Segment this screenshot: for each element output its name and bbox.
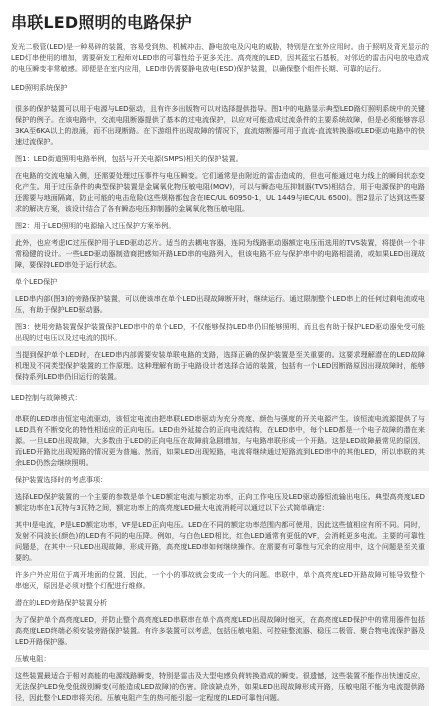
paragraph: 这些装置最适合于相对高能的电源线路瞬变，特别是雷击及大型电感负荷转换造成的瞬变。很遗憾，这些装置不能作出快速反应，无法保护LED免受低级别瞬变(可能造成LED故障)的伤害。除该缺点外，如果LED出现故障形成开路，压敏电阻不能为电流提供路径，因此整个LED串将关闭。压敏电阻产生的热可能引起一定程度的LED可靠性问题。 [15, 671, 425, 702]
text-band [11, 611, 429, 650]
subheading-text: 单个LED保护 [15, 277, 58, 286]
figure-caption [11, 150, 429, 167]
subheading [11, 273, 429, 290]
text-band [11, 346, 429, 385]
caption-text: 图1：LED街道照明电路举例，包括与开关电源(SMPS)相关的保护装置。 [15, 154, 243, 163]
subheading [11, 594, 429, 611]
subheading [11, 471, 429, 488]
text-band [11, 667, 429, 706]
paragraph: 当提到保护单个LED时，在LED串内部需要安装单联电路的支路，选择正确的保护装置是至关重要的。这要求理解潜在的LED故障机理及不同类型保护装置的工作原理。这种理解有助于电路设计者选择合适的装置，包括有一个LED因断路原因出现故障时，能够保持系列LED串仍旧运行的装置。 [15, 350, 425, 381]
paragraph: 为了保护单个高亮度LED，并防止整个高亮度LED串联串在单个高亮度LED出现故障时熄灭，在高亮度LED保护中的常用器件包括高亮度LED终端必须安装旁路保护装置。有许多装置可以考虑，包括压敏电阻、可控硅整流器、稳压二极管、聚合物电流保护器及LED开路保护器。 [15, 615, 425, 646]
subheading-text: 潜在的LED旁路保护装置分析 [15, 598, 107, 607]
figure-caption [11, 217, 429, 234]
section-head-failure-modes: LED控制与故障模式： [11, 393, 82, 402]
subheading-text: 保护装置选择时的考虑事项： [15, 475, 108, 484]
subheading [11, 650, 429, 667]
paragraph: 许多户外应用位于离开地面的位置，因此，一个小的事故就会变成一个大的问题。串联中，单个高亮度LED开路故障可能导致整个串熄灭，原因是必须对整个灯配进行维修。 [15, 570, 425, 590]
document-title: 串联LED照明的电路保护 [11, 13, 192, 32]
text-band [11, 290, 429, 318]
section-head-protection: LED照明系统保护 [11, 83, 68, 92]
intro-paragraph: 发光二极管(LED)是一种易碎的装置，容易受到热、机械冲击、静电放电及闪电的威胁，特别是在室外应用时。由于照明及背光显示的LED灯串使用的增加，需要研发工程师对LED串的可靠性给予更多关注。高亮度的LED，因其蓝宝石基板，对邻近的雷击闪电放电造成的电压瞬变非常敏感。即便是在室内应用，LED串仍需要静电放电(ESD)保护装置，以确保整个组件长期、可靠的运行。 [11, 42, 429, 73]
figure-caption [11, 318, 429, 346]
text-band [11, 516, 429, 566]
paragraph: 很多的保护装置可以用于电源与LED驱动，且有许多出版物可以对选择提供指导。图1中的电路显示典型LED路灯照明系统中的关键保护的例子。在该电路中，交流电阻断器提供了基本的过电流保护，以应对可能造成过流条件的主要系统故障，但是必须能够容忍3KA至6KA以上的浪涌，而不出现断路。在下游组件出现故障的情况下，直流熔断器可用于直流-直流转换器或LED驱动电路中的快速过流保护。 [15, 104, 425, 146]
text-band [11, 410, 429, 471]
paragraph: 选择LED保护装置的一个主要的参数是单个LED额定电流与额定功率，正向工作电压及LED驱动器恒流输出电压。典型高亮度LED额定功率在1瓦特与3瓦特之间，额定功率上的高亮度LED最大电流消耗可以通过以下公式简单确定： [15, 492, 425, 512]
paragraph: 此外，也应考虑IC过压保护用于LED驱动芯片。适当的去耦电容器，连同为线路驱动器额定电压而选用的TVS装置，将提供一个非常稳健的设计。一些LED驱动器制造商把感知开路LED串的电路列入，但该电路不应与保护串中的电路相混淆，或如果LED出现故障，要保持LED串处于运行状态。 [15, 238, 425, 269]
paragraph: 其中I是电流，P是LED额定功率，VF是LED正向电压。LED在不同的额定功率范围内都可使用，因此这些值相应有所不同。同时，发射不同波长(颜色)的LED有不同的电压降。例如，与白色LED相比，红色LED通常有更低的VF，会消耗更多电流。主要的可靠性问题是，在其中一只LED出现故障，形成开路，高亮度LED串如何继续操作。在需要有可靠性与冗余的应用中，这个问题是至关重要的。 [15, 520, 425, 562]
paragraph: 在电路的交流电输入侧，还需要处理过压事件与电压瞬变。它们通常是由附近的雷击造成的，但也可能通过电力线上的瞬间状态变化产生。用于过压条件的典型保护装置是金属氧化物压敏电阻(MOV)，可以与瞬态电压抑制器(TVS)相结合，用于电源保护的电路还需要与地面隔离，防止可能的电击危险(这些规格都包含在IEC/UL 60950-1，UL 1449与IEC/UL 6500)。图2显示了达到这些要求的解决方案，该设计结合了各有瞬态电压抑制器的金属氧化物压敏电阻。 [15, 171, 425, 213]
text-band [11, 234, 429, 273]
text-plain [11, 566, 429, 594]
text-band [11, 488, 429, 516]
subheading-text: 压敏电阻： [15, 654, 51, 663]
paragraph: 串联的LED串由恒定电流驱动，该恒定电流由把串联LED串驱动为充分亮度、颜色与强度的开关电源产生。该恒流电流源提供了与LED具有不断变化的特性相适应的正向电压。LED由外延接合的正向电流结构，在LED串中，每个LED都是一个电子故障的潜在来源。一旦LED出现故障，大多数由于LED的正向电压在故障前急剧增加，与电路串联形成一个开路。这是LED故障最常见的原因，而LED开路比出现短路的情况更为普遍。然而，如果LED出现短路，电流将继续通过短路流到LED串中的其他LED，所以串联的其余LED仍然会继续照明。 [15, 414, 425, 467]
text-band [11, 167, 429, 217]
caption-text: 图2：用于LED照明的电源输入过压保护方案举例。 [15, 221, 176, 230]
text-band [11, 100, 429, 150]
caption-text: 图3：使用旁路装置保护装置保护LED串中的单个LED，不仅能够保持LED串仍旧能够照明，而且也有助于保护LED驱动器免受可能出现的过电压以及过电流的损坏。 [15, 322, 425, 342]
paragraph: LED串内部(图3)的旁路保护装置，可以使该串在单个LED出现故障断开时，继续运行。通过限制整个LED串上的任何过剩电流或电压，有助于保护LED驱动器。 [15, 294, 425, 314]
